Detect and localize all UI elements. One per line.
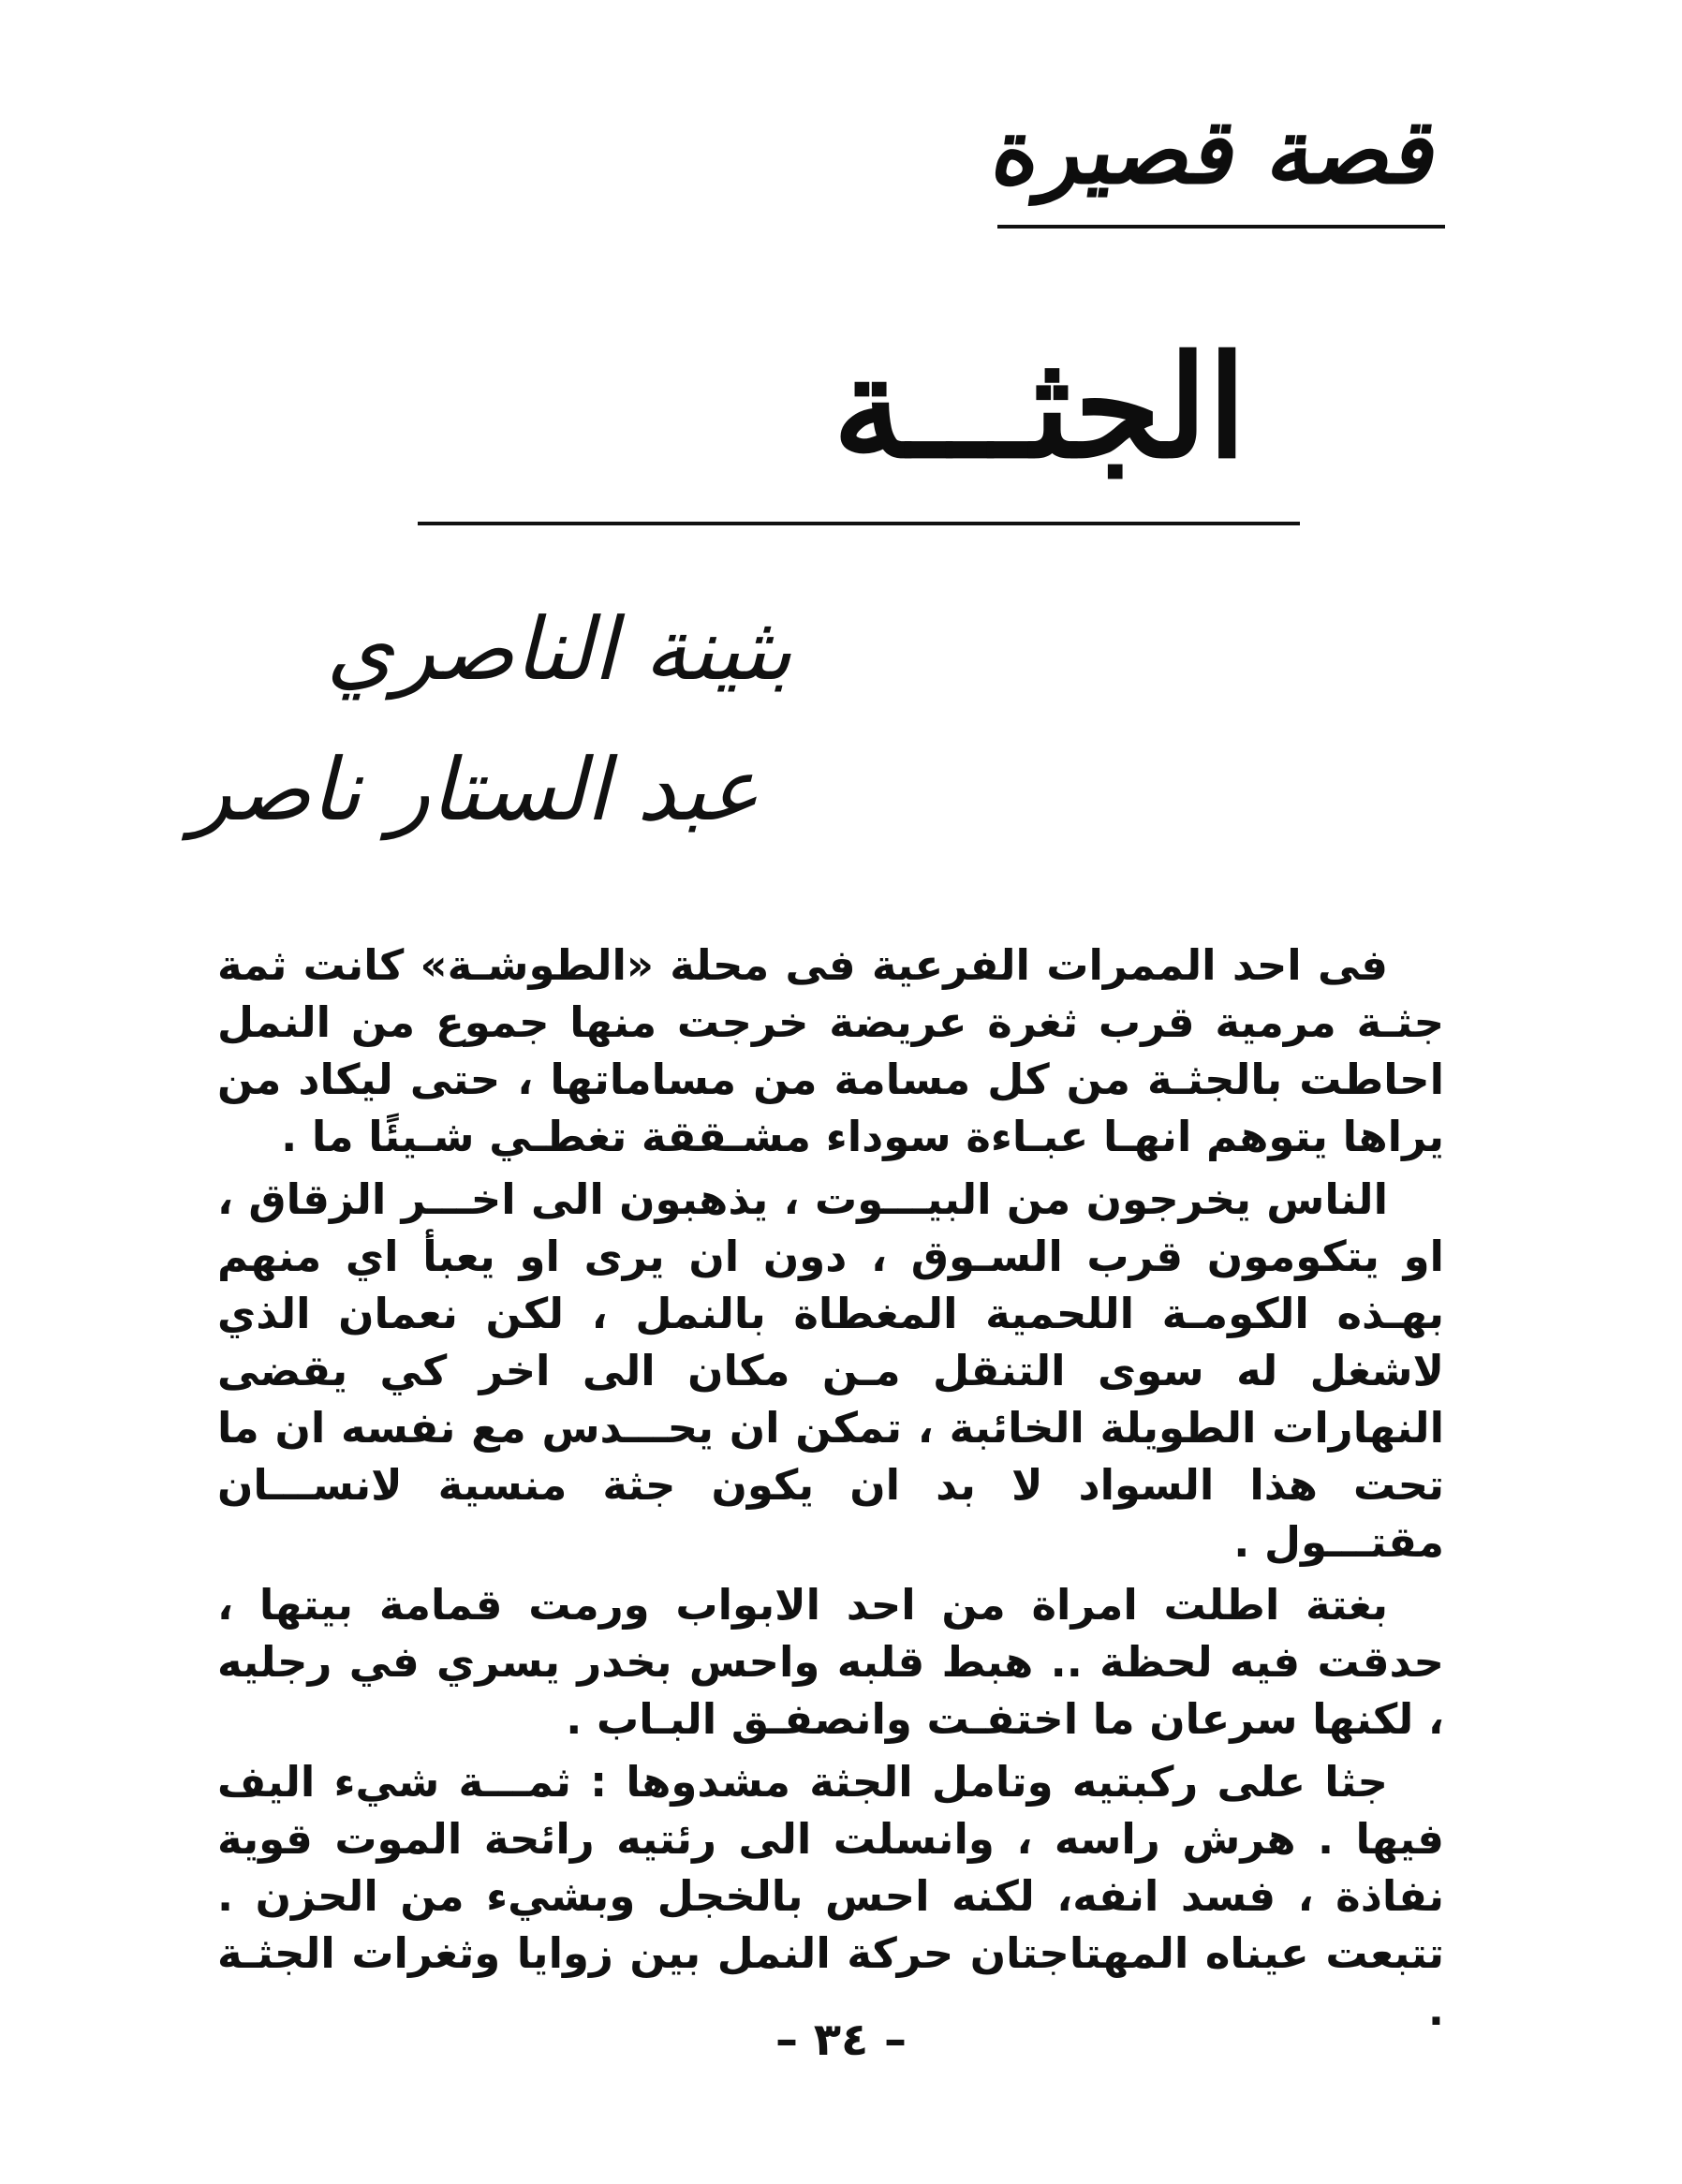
title-divider [418,522,1300,525]
author-name-second: عبد الستار ناصر [190,740,760,840]
author-name-first: بثينة الناصري [326,599,792,700]
body-paragraph: جثا على ركبتيه وتامل الجثة مشدوها : ثمـــة شيء اليف فيها . هرش راسه ، وانسلت الى رئتيه رائحة الموت قوية نفاذة ، فسد انفه، لكنه احس بالخجل وبشيء من الحزن . تتبعت عيناه المهتاجتان حركة النمل بين زوايا وثغرات الجثـة . [217,1757,1444,2035]
story-body [217,937,1444,2044]
page-number: – ٣٤ – [775,2014,907,2066]
section-label: قصة قصيرة [985,98,1446,204]
story-title: الجثـــة [833,325,1247,490]
body-paragraph: فى احد الممرات الفرعية فى محلة «الطوشـة» كانت ثمة جثـة مرمية قرب ثغرة عريضة خرجت منها جموع من النمل احاطت بالجثـة من كل مسامة من مساماتها ، حتى ليكاد من يراها يتوهم انهـا عبـاءة سوداء مشـققة تغطـي شـيئًا ما . [217,940,1444,1161]
top-divider [997,225,1445,229]
body-paragraph: الناس يخرجون من البيـــوت ، يذهبون الى اخـــر الزقاق ، او يتكومون قرب السـوق ، دون ان يرى او يعبأ اي منهم بهـذه الكومـة اللحمية المغطاة بالنمل ، لكن نعمان الذي لاشغل له سوى التنقل مـن مكان الى اخر كي يقضى النهارات الطويلة الخائبة ، تمكن ان يحـــدس مع نفسه ان ما تحت هذا السواد لا بد ان يكون جثة منسية لانســـان مقتـــول . [217,1174,1444,1567]
body-paragraph: بغتة اطلت امراة من احد الابواب ورمت قمامة بيتها ، حدقت فيه لحظة .. هبط قلبه واحس بخدر يسري في رجليه ، لكنها سرعان ما اختفـت وانصفـق البـاب . [217,1580,1444,1744]
